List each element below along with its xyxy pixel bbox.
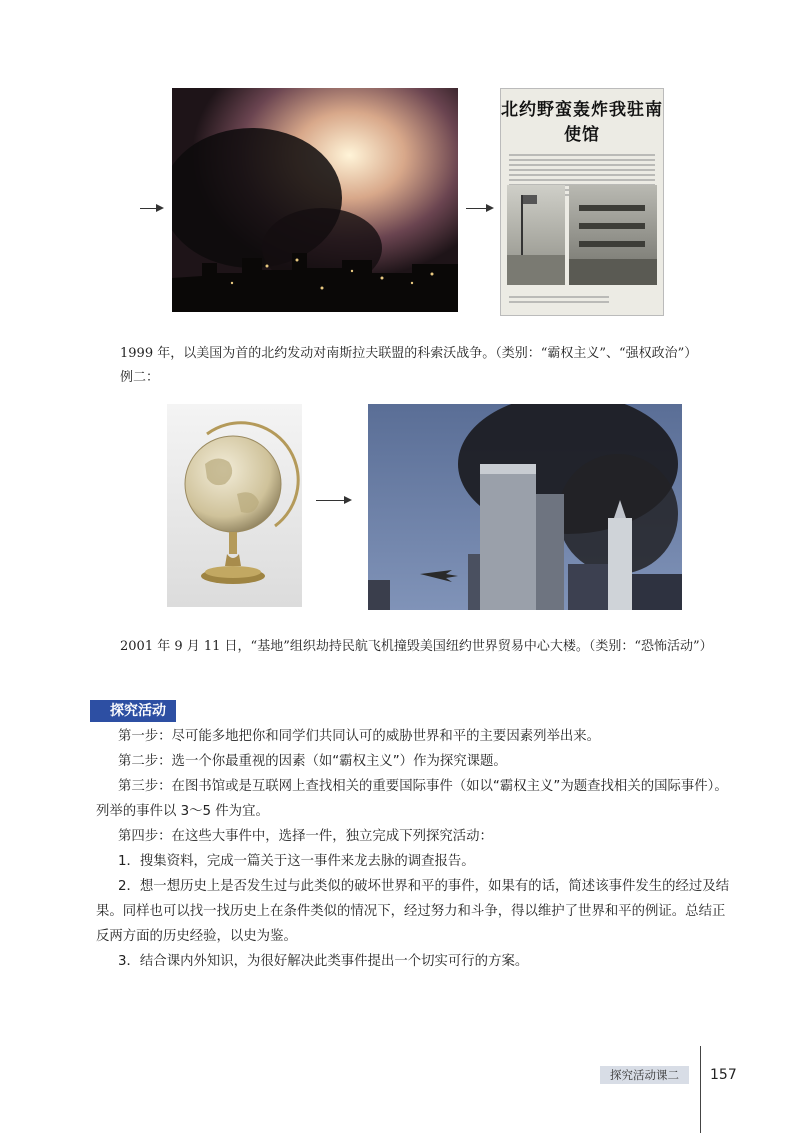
footer-section-label: 探究活动课二 <box>600 1066 689 1084</box>
activity-badge: 探究活动 <box>90 700 176 722</box>
bombing-photo <box>172 88 458 312</box>
footer-divider <box>700 1046 701 1133</box>
activity-step3: 第三步：在图书馆或是互联网上查找相关的重要国际事件（如以“霸权主义”为题查找相关的国际事件）。列举的事件以 3～5 件为宜。 <box>96 779 728 819</box>
activity-step2: 第二步：选一个你最重视的因素（如“霸权主义”）作为探究课题。 <box>118 754 507 769</box>
activity-task3: 3．结合课内外知识，为很好解决此类事件提出一个切实可行的方案。 <box>118 954 529 969</box>
example1-caption: 1999 年，以美国为首的北约发动对南斯拉夫联盟的科索沃战争。（类别：“霸权主义”、“强权政治”） <box>120 346 698 361</box>
page-number: 157 <box>710 1067 737 1083</box>
arrow-to-wtc-photo <box>316 500 350 501</box>
newspaper-headline: 北约野蛮轰炸我驻南使馆 <box>501 100 663 145</box>
newspaper-photo-right <box>569 185 657 285</box>
activity-step1: 第一步：尽可能多地把你和同学们共同认可的威胁世界和平的主要因素列举出来。 <box>118 729 601 744</box>
globe-photo <box>167 404 302 607</box>
example2-label: 例二： <box>120 370 160 385</box>
wtc-attack-photo <box>368 404 682 610</box>
arrow-to-newspaper <box>466 208 492 209</box>
example2-caption: 2001 年 9 月 11 日，“基地”组织劫持民航飞机撞毁美国纽约世界贸易中心大楼。（类别：“恐怖活动”） <box>120 639 713 654</box>
newspaper-photo-left <box>507 185 565 285</box>
activity-task2: 2．想一想历史上是否发生过与此类似的破坏世界和平的事件，如果有的话，简述该事件发生的经过及结果。同样也可以找一找历史上在条件类似的情况下，经过努力和斗争，得以维护了世界和平的例证。总结正反两方面的历史经验，以史为鉴。 <box>96 879 730 944</box>
newspaper-clipping <box>500 88 664 316</box>
activity-step4: 第四步：在这些大事件中，选择一件，独立完成下列探究活动： <box>118 829 493 844</box>
arrow-to-bombing-photo <box>140 208 162 209</box>
activity-task1: 1．搜集资料，完成一篇关于这一事件来龙去脉的调查报告。 <box>118 854 475 869</box>
